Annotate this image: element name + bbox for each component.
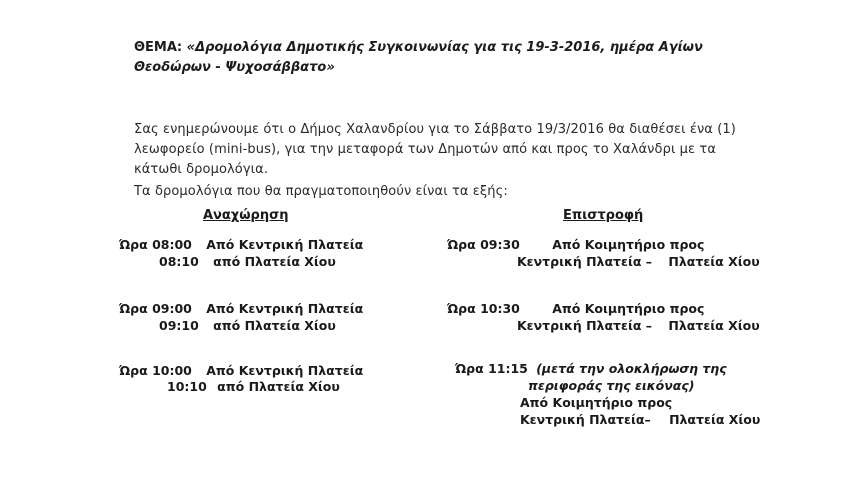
return-trip-2-second <box>517 317 760 334</box>
departure-trip-3-time: Ώρα 10:00 <box>119 363 192 378</box>
departure-trip-3-origin: Από Κεντρική Πλατεία <box>206 363 364 378</box>
return-trip-1-line-2a: Κεντρική Πλατεία – <box>517 254 653 269</box>
return-trip-1 <box>447 236 704 253</box>
departure-trip-1-time: Ώρα 08:00 <box>119 237 192 252</box>
return-trip-3-line-1: Από Κοιμητήριο προς <box>520 395 673 410</box>
departure-heading: Αναχώρηση <box>203 208 289 223</box>
return-trip-1-line-2b: Πλατεία Χίου <box>668 254 760 269</box>
return-trip-1-time: Ώρα 09:30 <box>447 237 520 252</box>
departure-trip-2-second <box>159 317 336 334</box>
return-trip-3-note-1: (μετά την ολοκλήρωση της <box>536 361 727 376</box>
return-trip-1-line-1: Από Κοιμητήριο προς <box>552 237 705 252</box>
departure-trip-2-time-2: 09:10 <box>159 318 199 333</box>
subject-title-1: «Δρομολόγια Δημοτικής Συγκοινωνίας για τις 19-3-2016, ημέρα Αγίων <box>186 40 703 55</box>
subject-line-2 <box>134 58 335 78</box>
departure-trip-3-origin-2: από Πλατεία Χίου <box>217 379 340 394</box>
subject-title-2: Θεοδώρων - Ψυχοσάββατο» <box>134 60 335 75</box>
departure-trip-3-time-2: 10:10 <box>167 379 207 394</box>
return-trip-2-line-2b: Πλατεία Χίου <box>668 318 760 333</box>
return-trip-3-line-2b: Πλατεία Χίου <box>669 412 761 427</box>
return-trip-3 <box>455 360 727 377</box>
return-trip-2-line-1: Από Κοιμητήριο προς <box>552 301 705 316</box>
departure-trip-1-second <box>159 253 336 270</box>
return-trip-3-note-2: περιφοράς της εικόνας) <box>528 378 695 393</box>
departure-trip-2 <box>119 300 363 317</box>
return-heading: Επιστροφή <box>563 208 644 223</box>
return-trip-2-time: Ώρα 10:30 <box>447 301 520 316</box>
intro-line-1: Σας ενημερώνουμε ότι ο Δήμος Χαλανδρίου για το Σάββατο 19/3/2016 θα διαθέσει ένα (1) <box>134 122 736 137</box>
return-trip-2 <box>447 300 704 317</box>
intro-line-2: λεωφορείο (mini-bus), για την μεταφορά των Δημοτών από και προς το Χαλάνδρι με τα <box>134 142 717 157</box>
subject-line-1 <box>134 38 703 58</box>
departure-trip-1-time-2: 08:10 <box>159 254 199 269</box>
departure-trip-2-origin-2: από Πλατεία Χίου <box>213 318 336 333</box>
departure-trip-3 <box>119 362 363 379</box>
return-trip-2-line-2a: Κεντρική Πλατεία – <box>517 318 653 333</box>
departure-trip-2-origin: Από Κεντρική Πλατεία <box>206 301 364 316</box>
intro-line-3: κάτωθι δρομολόγια. <box>134 162 269 177</box>
intro-line-4: Τα δρομολόγια που θα πραγματοποιηθούν είναι τα εξής: <box>134 184 508 199</box>
return-trip-3-line-2a: Κεντρική Πλατεία– <box>520 412 651 427</box>
departure-trip-1-origin-2: από Πλατεία Χίου <box>213 254 336 269</box>
return-trip-1-second <box>517 253 760 270</box>
return-trip-3-line-2 <box>520 411 760 428</box>
departure-trip-1 <box>119 236 363 253</box>
departure-trip-1-origin: Από Κεντρική Πλατεία <box>206 237 364 252</box>
return-trip-3-time: Ώρα 11:15 <box>455 361 528 376</box>
return-trip-3-note-line-2 <box>528 377 695 394</box>
departure-trip-3-second <box>167 378 340 395</box>
departure-trip-2-time: Ώρα 09:00 <box>119 301 192 316</box>
subject-label: ΘΕΜΑ: <box>134 40 183 55</box>
